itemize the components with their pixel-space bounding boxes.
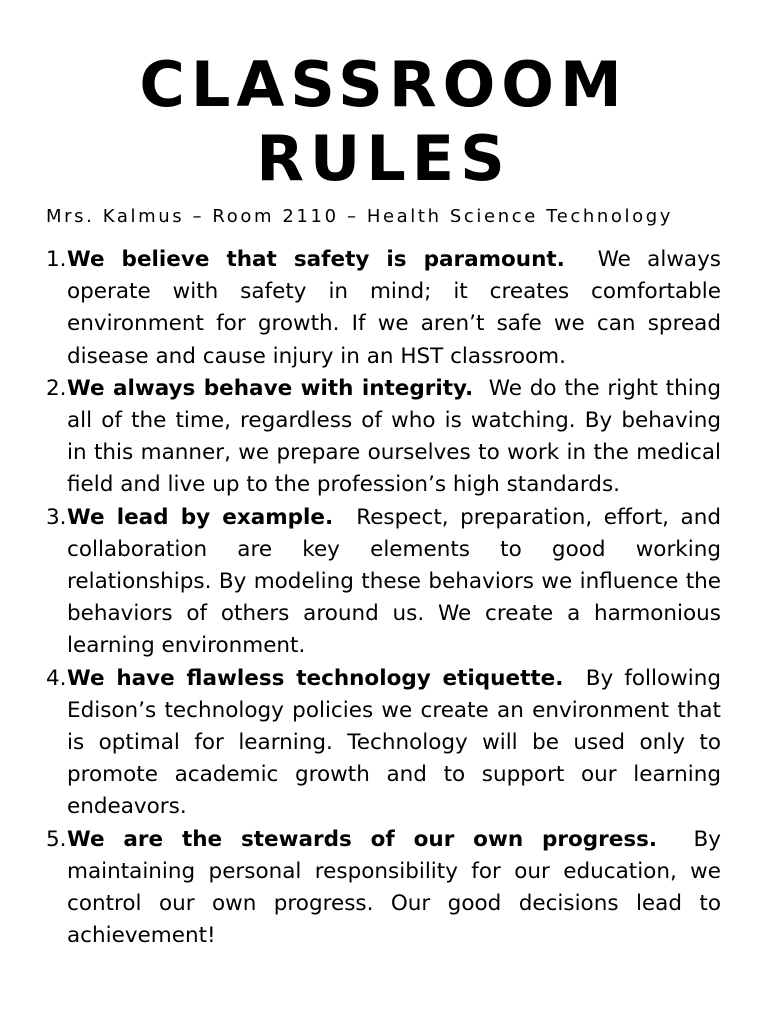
subtitle: Mrs. Kalmus – Room 2110 – Health Science Technology: [46, 206, 674, 227]
rule-item-4: [46, 663, 721, 824]
rule-number: 3.: [46, 504, 67, 530]
rule-body: We always operate with safety in mind; it creates comfortable environment for growth. If we aren’t safe we can spread disease and cause injury in an HST classroom.: [67, 247, 722, 369]
rule-heading: We believe that safety is paramount.: [67, 247, 565, 272]
rule-heading: We are the stewards of our own progress.: [67, 826, 658, 852]
rule-item-3: [46, 502, 721, 663]
rule-number: 4.: [46, 665, 67, 691]
page-title: [46, 48, 721, 196]
rule-item-5: [46, 824, 721, 953]
rule-heading: We always behave with integrity.: [67, 375, 474, 401]
rule-item-2: [46, 373, 721, 502]
rule-body: By maintaining personal responsibility for our education, we control our own progress. Our good decisions lead to achievement!: [67, 826, 722, 949]
rule-body: By following Edison’s technology policies we create an environment that is optimal for learning. Technology will be used only to promote academic growth and to support our learning endeavors.: [67, 665, 721, 820]
rule-number: 5.: [46, 826, 67, 852]
rule-heading: We have flawless technology etiquette.: [67, 665, 564, 691]
title-line-2: RULES: [256, 122, 511, 195]
rule-number: 2.: [46, 375, 67, 401]
rule-body: Respect, preparation, effort, and collaboration are key elements to good working relationships. By modeling these behaviors we influence the behaviors of others around us. We create a harmonious learning environment.: [67, 504, 721, 659]
rule-heading: We lead by example.: [67, 504, 334, 530]
rule-item-1: [46, 244, 721, 373]
rule-body: We do the right thing all of the time, regardless of who is watching. By behaving in this manner, we prepare ourselves to work in the medical field and live up to the profession’s high standards.: [67, 375, 721, 498]
rules-list: [46, 244, 721, 952]
rule-number: 1.: [46, 247, 67, 272]
title-line-1: CLASSROOM: [139, 48, 628, 121]
